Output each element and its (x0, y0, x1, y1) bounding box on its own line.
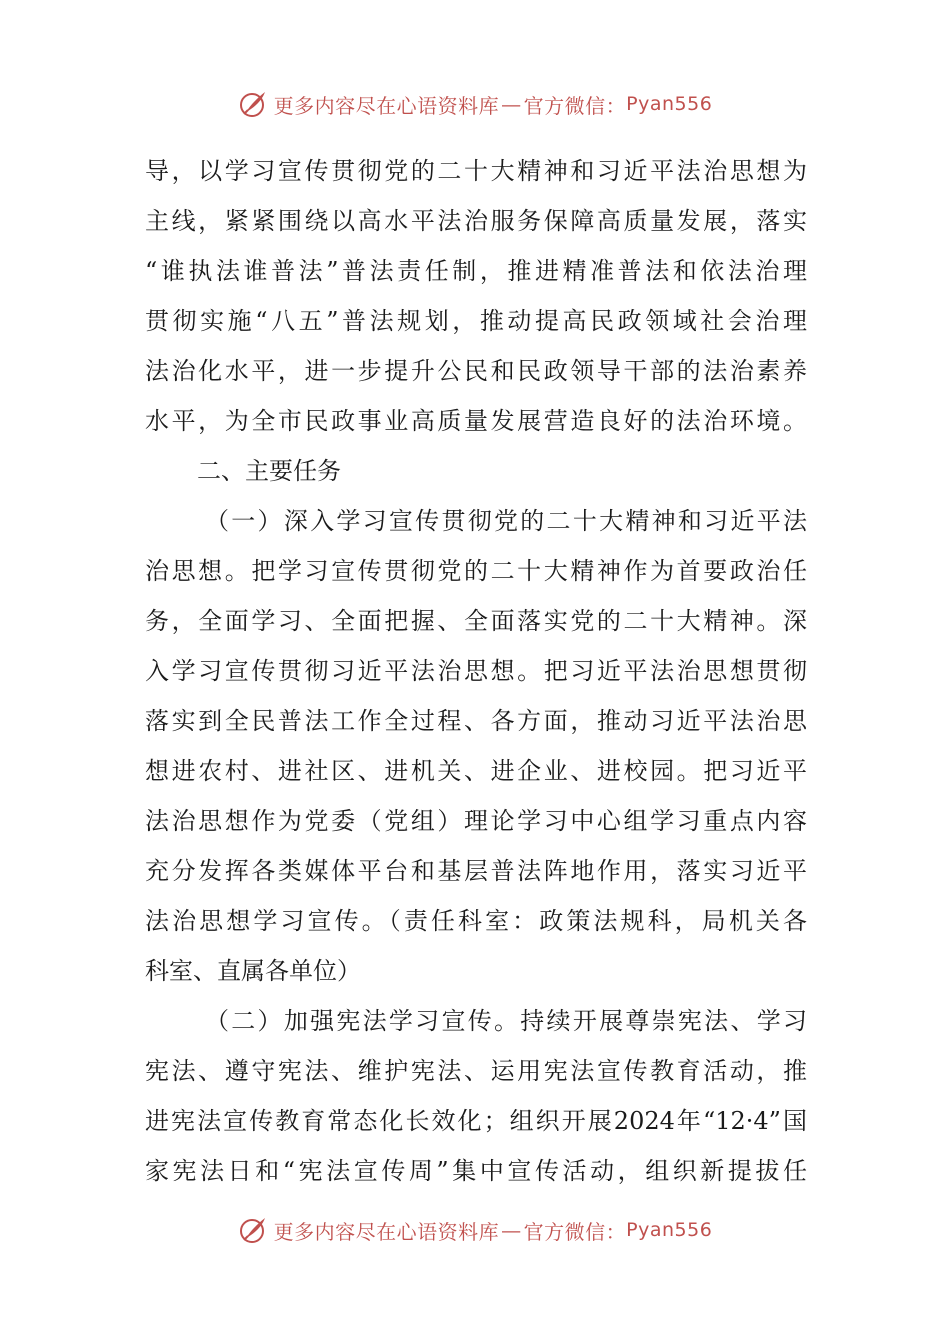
watermark-id: Pyan556 (626, 93, 713, 115)
text-line: 导，以学习宣传贯彻党的二十大精神和习近平法治思想为 (145, 157, 807, 185)
watermark-id: Pyan556 (626, 1219, 713, 1241)
text-line: 贯彻实施“八五”普法规划，推动提高民政领域社会治理 (145, 307, 807, 335)
text-line: 主线，紧紧围绕以高水平法治服务保障高质量发展，落实 (145, 207, 807, 235)
quill-pen-icon (238, 1215, 268, 1245)
watermark-official: 官方微信： (523, 1219, 627, 1244)
section-heading: 二、主要任务 (197, 457, 341, 485)
watermark-separator: — (501, 1218, 522, 1242)
text-line: 宪法、遵守宪法、维护宪法、运用宪法宣传教育活动，推 (145, 1057, 807, 1085)
text-line: 入学习宣传贯彻习近平法治思想。把习近平法治思想贯彻 (145, 657, 807, 685)
subsection-heading: （二）加强宪法学习宣传。持续开展尊崇宪法、学习 (205, 1007, 807, 1035)
watermark-separator: — (501, 92, 522, 116)
subsection-heading: （一）深入学习宣传贯彻党的二十大精神和习近平法 (205, 507, 807, 535)
text-line: 想进农村、进社区、进机关、进企业、进校园。把习近平 (145, 757, 807, 785)
text-line: “谁执法谁普法”普法责任制，推进精准普法和依法治理 (145, 257, 807, 285)
text-line: 家宪法日和“宪法宣传周”集中宣传活动，组织新提拔任 (145, 1157, 807, 1185)
text-line: 法治化水平，进一步提升公民和民政领导干部的法治素养 (145, 357, 807, 385)
text-line: 务，全面学习、全面把握、全面落实党的二十大精神。深 (145, 607, 807, 635)
text-line: 法治思想作为党委（党组）理论学习中心组学习重点内容 (145, 807, 807, 835)
document-body (145, 146, 807, 1196)
text-line: 治思想。把学习宣传贯彻党的二十大精神作为首要政治任 (145, 557, 807, 585)
text-line: 充分发挥各类媒体平台和基层普法阵地作用，落实习近平 (145, 857, 807, 885)
text-line: 科室、直属各单位） (145, 957, 361, 985)
text-line: 法治思想学习宣传。（责任科室：政策法规科，局机关各 (145, 907, 807, 935)
watermark-official: 官方微信： (523, 93, 627, 118)
text-line: 落实到全民普法工作全过程、各方面，推动习近平法治思 (145, 707, 807, 735)
footer-watermark (0, 1210, 950, 1250)
quill-pen-icon (238, 89, 268, 119)
watermark-text: 更多内容尽在心语资料库 (273, 1219, 500, 1244)
header-watermark (0, 84, 950, 124)
text-line: 水平，为全市民政事业高质量发展营造良好的法治环境。 (145, 407, 807, 435)
watermark-text: 更多内容尽在心语资料库 (273, 93, 500, 118)
text-line: 进宪法宣传教育常态化长效化；组织开展2024年“12·4”国 (145, 1107, 807, 1135)
